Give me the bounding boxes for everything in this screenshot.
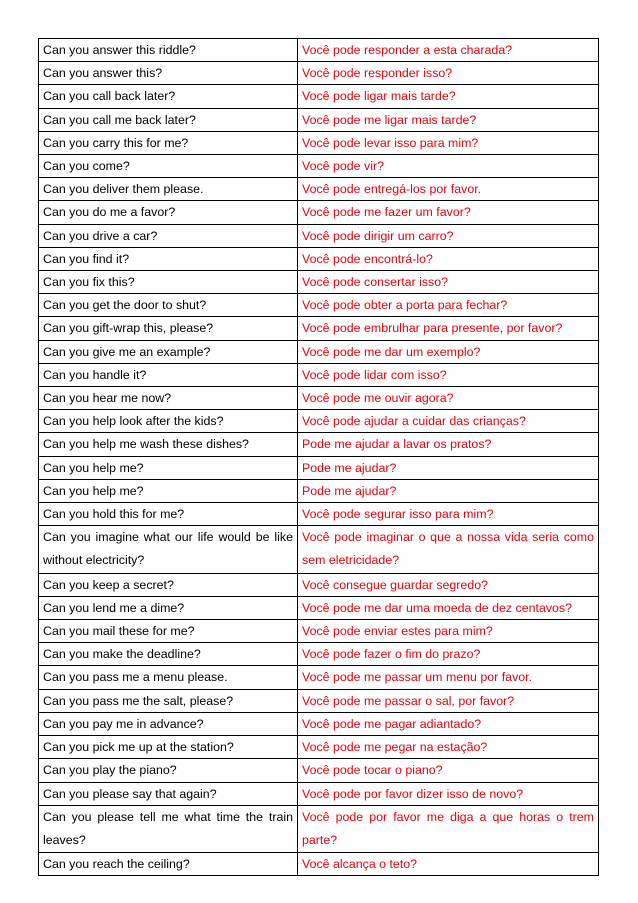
table-row — [39, 666, 599, 689]
english-phrase: Can you do me a favor? — [39, 201, 298, 224]
english-phrase: Can you carry this for me? — [39, 131, 298, 154]
table-row — [39, 62, 599, 85]
portuguese-translation: Você pode embrulhar para presente, por favor? — [298, 317, 599, 340]
table-row — [39, 317, 599, 340]
table-row — [39, 433, 599, 456]
english-phrase: Can you please tell me what time the train leaves? — [39, 805, 298, 852]
portuguese-translation: Você pode por favor dizer isso de novo? — [298, 782, 599, 805]
english-phrase: Can you come? — [39, 155, 298, 178]
table-row — [39, 573, 599, 596]
portuguese-translation: Você pode responder isso? — [298, 62, 599, 85]
table-row — [39, 736, 599, 759]
portuguese-translation: Você pode por favor me diga a que horas o trem parte? — [298, 805, 599, 852]
table-row — [39, 456, 599, 479]
portuguese-translation: Você consegue guardar segredo? — [298, 573, 599, 596]
table-row — [39, 131, 599, 154]
portuguese-translation: Você pode me ligar mais tarde? — [298, 108, 599, 131]
portuguese-translation: Você pode me dar um exemplo? — [298, 340, 599, 363]
table-row — [39, 340, 599, 363]
english-phrase: Can you get the door to shut? — [39, 294, 298, 317]
table-row — [39, 178, 599, 201]
english-phrase: Can you answer this? — [39, 62, 298, 85]
english-phrase: Can you pass me a menu please. — [39, 666, 298, 689]
table-row — [39, 712, 599, 735]
phrase-table-body — [39, 39, 599, 876]
table-row — [39, 620, 599, 643]
english-phrase: Can you help look after the kids? — [39, 410, 298, 433]
english-phrase: Can you pass me the salt, please? — [39, 689, 298, 712]
english-phrase: Can you hold this for me? — [39, 503, 298, 526]
english-phrase: Can you call me back later? — [39, 108, 298, 131]
portuguese-translation: Pode me ajudar a lavar os pratos? — [298, 433, 599, 456]
english-phrase: Can you drive a car? — [39, 224, 298, 247]
english-phrase: Can you gift-wrap this, please? — [39, 317, 298, 340]
english-phrase: Can you fix this? — [39, 271, 298, 294]
english-phrase: Can you hear me now? — [39, 387, 298, 410]
table-row — [39, 643, 599, 666]
english-phrase: Can you imagine what our life would be like without electricity? — [39, 526, 298, 573]
portuguese-translation: Você pode segurar isso para mim? — [298, 503, 599, 526]
english-phrase: Can you help me? — [39, 456, 298, 479]
portuguese-translation: Você pode ligar mais tarde? — [298, 85, 599, 108]
portuguese-translation: Você pode obter a porta para fechar? — [298, 294, 599, 317]
table-row — [39, 85, 599, 108]
portuguese-translation: Você pode dirigir um carro? — [298, 224, 599, 247]
table-row — [39, 759, 599, 782]
portuguese-translation: Você pode me ouvir agora? — [298, 387, 599, 410]
table-row — [39, 108, 599, 131]
english-phrase: Can you keep a secret? — [39, 573, 298, 596]
table-row — [39, 271, 599, 294]
portuguese-translation: Você pode encontrá-lo? — [298, 247, 599, 270]
phrase-document — [38, 38, 599, 876]
english-phrase: Can you call back later? — [39, 85, 298, 108]
table-row — [39, 596, 599, 619]
table-row — [39, 410, 599, 433]
english-phrase: Can you handle it? — [39, 363, 298, 386]
english-phrase: Can you answer this riddle? — [39, 39, 298, 62]
table-row — [39, 294, 599, 317]
english-phrase: Can you lend me a dime? — [39, 596, 298, 619]
portuguese-translation: Você pode ajudar a cuidar das crianças? — [298, 410, 599, 433]
english-phrase: Can you find it? — [39, 247, 298, 270]
english-phrase: Can you give me an example? — [39, 340, 298, 363]
english-phrase: Can you reach the ceiling? — [39, 853, 298, 876]
table-row — [39, 805, 599, 852]
table-row — [39, 224, 599, 247]
portuguese-translation: Você pode me pagar adiantado? — [298, 712, 599, 735]
table-row — [39, 782, 599, 805]
portuguese-translation: Você pode me passar o sal, por favor? — [298, 689, 599, 712]
portuguese-translation: Você pode lidar com isso? — [298, 363, 599, 386]
table-row — [39, 363, 599, 386]
english-phrase: Can you help me wash these dishes? — [39, 433, 298, 456]
portuguese-translation: Você pode me passar um menu por favor. — [298, 666, 599, 689]
english-phrase: Can you help me? — [39, 479, 298, 502]
portuguese-translation: Você pode imaginar o que a nossa vida seria como sem eletricidade? — [298, 526, 599, 573]
table-row — [39, 526, 599, 573]
english-phrase: Can you please say that again? — [39, 782, 298, 805]
portuguese-translation: Você pode tocar o piano? — [298, 759, 599, 782]
portuguese-translation: Você pode levar isso para mim? — [298, 131, 599, 154]
portuguese-translation: Pode me ajudar? — [298, 479, 599, 502]
table-row — [39, 387, 599, 410]
table-row — [39, 503, 599, 526]
english-phrase: Can you deliver them please. — [39, 178, 298, 201]
portuguese-translation: Você pode me dar uma moeda de dez centavos? — [298, 596, 599, 619]
portuguese-translation: Você alcança o teto? — [298, 853, 599, 876]
portuguese-translation: Pode me ajudar? — [298, 456, 599, 479]
table-row — [39, 39, 599, 62]
english-phrase: Can you pick me up at the station? — [39, 736, 298, 759]
portuguese-translation: Você pode me fazer um favor? — [298, 201, 599, 224]
english-phrase: Can you play the piano? — [39, 759, 298, 782]
portuguese-translation: Você pode fazer o fim do prazo? — [298, 643, 599, 666]
portuguese-translation: Você pode entregá-los por favor. — [298, 178, 599, 201]
english-phrase: Can you pay me in advance? — [39, 712, 298, 735]
portuguese-translation: Você pode vir? — [298, 155, 599, 178]
table-row — [39, 201, 599, 224]
portuguese-translation: Você pode responder a esta charada? — [298, 39, 599, 62]
portuguese-translation: Você pode enviar estes para mim? — [298, 620, 599, 643]
table-row — [39, 689, 599, 712]
table-row — [39, 853, 599, 876]
english-phrase: Can you mail these for me? — [39, 620, 298, 643]
english-phrase: Can you make the deadline? — [39, 643, 298, 666]
portuguese-translation: Você pode me pegar na estação? — [298, 736, 599, 759]
table-row — [39, 247, 599, 270]
table-row — [39, 155, 599, 178]
portuguese-translation: Você pode consertar isso? — [298, 271, 599, 294]
table-row — [39, 479, 599, 502]
phrase-table — [38, 38, 599, 876]
